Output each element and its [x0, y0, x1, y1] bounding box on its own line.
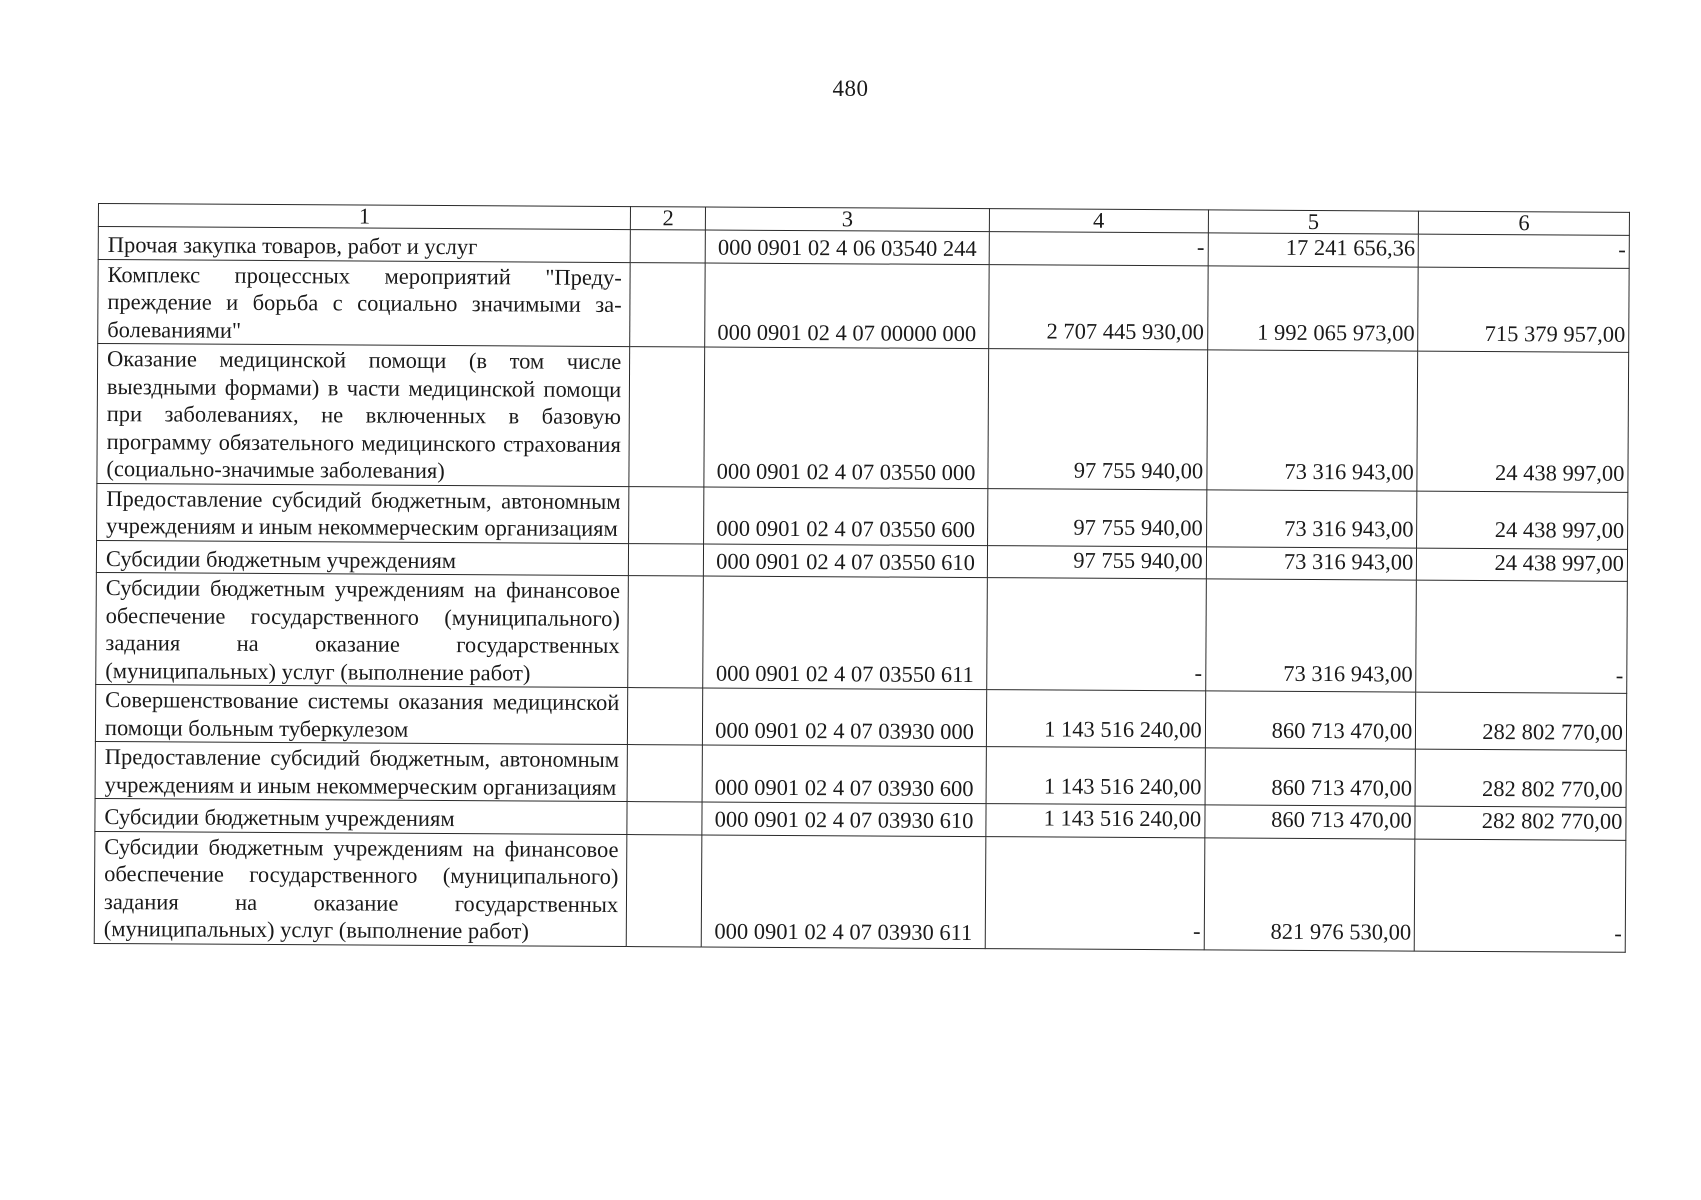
row-value-4: 97 755 940,00: [987, 488, 1206, 546]
row-code: 000 0901 02 4 07 03930 000: [703, 688, 987, 747]
row-code: 000 0901 02 4 07 00000 000: [705, 262, 989, 348]
table-row: [94, 831, 1626, 952]
row-col2: [626, 834, 702, 946]
row-name: Субсидии бюджетным учреждениям на финансовое обеспечение государственного (муниципального) задания на оказание государственных (муниципальных) услуг (выполнение работ): [96, 572, 629, 687]
table-row: [97, 483, 1628, 549]
row-name: Субсидии бюджетным учреждениям: [96, 540, 628, 576]
row-value-5: 860 713 470,00: [1205, 691, 1416, 749]
row-value-5: 860 713 470,00: [1205, 748, 1416, 806]
column-header-1: 1: [98, 204, 630, 230]
row-code: 000 0901 02 4 07 03930 610: [702, 802, 986, 836]
column-header-3: 3: [706, 207, 990, 232]
row-value-6: 715 379 957,00: [1418, 267, 1629, 353]
row-col2: [629, 347, 705, 487]
row-value-6: -: [1415, 839, 1626, 952]
row-value-5: 17 241 656,36: [1208, 233, 1419, 267]
row-value-5: 821 976 530,00: [1204, 837, 1415, 950]
table-row: [95, 741, 1626, 807]
row-value-4: 1 143 516 240,00: [986, 747, 1205, 805]
row-col2: [629, 486, 704, 543]
row-value-4: 97 755 940,00: [988, 349, 1208, 490]
row-name: Субсидии бюджетным учреждениям: [95, 798, 627, 834]
row-value-6: 282 802 770,00: [1416, 692, 1627, 750]
row-name: Предоставление субсидий бюджетным, автономным учреждениям и иным некоммерческим организациям: [95, 741, 628, 801]
budget-table: [94, 203, 1630, 952]
row-value-4: -: [987, 578, 1207, 691]
row-col2: [628, 576, 704, 688]
row-code: 000 0901 02 4 06 03540 244: [705, 230, 989, 264]
row-code: 000 0901 02 4 07 03550 600: [704, 486, 988, 545]
column-header-6: 6: [1419, 211, 1630, 235]
row-name: Прочая закупка товаров, работ и услуг: [98, 227, 630, 263]
row-col2: [627, 802, 702, 835]
row-value-6: -: [1418, 234, 1629, 268]
column-header-5: 5: [1208, 210, 1419, 234]
row-name: Совершенствование системы оказания медицинской помощи больным туберкулезом: [95, 684, 628, 744]
row-value-5: 1 992 065 973,00: [1207, 265, 1418, 351]
row-code: 000 0901 02 4 07 03550 611: [703, 576, 987, 690]
row-name: Предоставление субсидий бюджетным, автономным учреждениям и иным некоммерческим организациям: [97, 483, 630, 543]
row-col2: [628, 688, 703, 745]
row-name: Оказание медицинской помощи (в том числе выездными формами) в части медицинской помощи при заболеваниях, не включенных в базовую программу обязательного медицинского страхования (социально-значимые заболевания): [97, 344, 630, 487]
row-value-6: -: [1416, 580, 1627, 693]
row-value-6: 282 802 770,00: [1415, 749, 1626, 807]
row-name: Субсидии бюджетным учреждениям на финансовое обеспечение государственного (муниципального) задания на оказание государственных (муниципальных) услуг (выполнение работ): [94, 831, 627, 946]
row-col2: [630, 230, 705, 263]
row-name: Комплекс процессных мероприятий "Предупреждение и борьба с социально значимыми заболеваниями": [98, 259, 631, 347]
column-header-4: 4: [989, 209, 1208, 233]
table-row: [97, 344, 1629, 492]
row-value-5: 73 316 943,00: [1205, 579, 1416, 692]
row-value-5: 860 713 470,00: [1205, 805, 1416, 839]
row-code: 000 0901 02 4 07 03930 611: [701, 834, 985, 948]
row-value-4: -: [989, 232, 1208, 266]
row-code: 000 0901 02 4 07 03550 610: [704, 543, 988, 577]
row-value-5: 73 316 943,00: [1206, 546, 1417, 580]
table-row: [96, 572, 1628, 693]
table-row: [95, 684, 1626, 750]
row-col2: [627, 745, 702, 802]
row-value-4: 97 755 940,00: [987, 545, 1206, 579]
table-body: [94, 227, 1629, 952]
row-value-6: 24 438 997,00: [1417, 491, 1628, 549]
row-value-6: 24 438 997,00: [1417, 351, 1628, 492]
row-value-5: 73 316 943,00: [1207, 350, 1418, 491]
row-value-6: 24 438 997,00: [1417, 548, 1628, 582]
row-col2: [629, 543, 704, 576]
row-value-4: 2 707 445 930,00: [989, 264, 1208, 350]
row-value-4: 1 143 516 240,00: [986, 690, 1205, 748]
row-value-4: 1 143 516 240,00: [986, 804, 1205, 838]
table-row: [98, 259, 1629, 352]
row-value-6: 282 802 770,00: [1415, 806, 1626, 840]
row-value-4: -: [985, 836, 1205, 949]
row-code: 000 0901 02 4 07 03930 600: [702, 745, 986, 804]
column-header-2: 2: [631, 207, 706, 230]
row-code: 000 0901 02 4 07 03550 000: [704, 347, 988, 488]
row-value-5: 73 316 943,00: [1206, 489, 1417, 547]
page-number: 480: [832, 76, 869, 101]
row-col2: [630, 262, 705, 347]
